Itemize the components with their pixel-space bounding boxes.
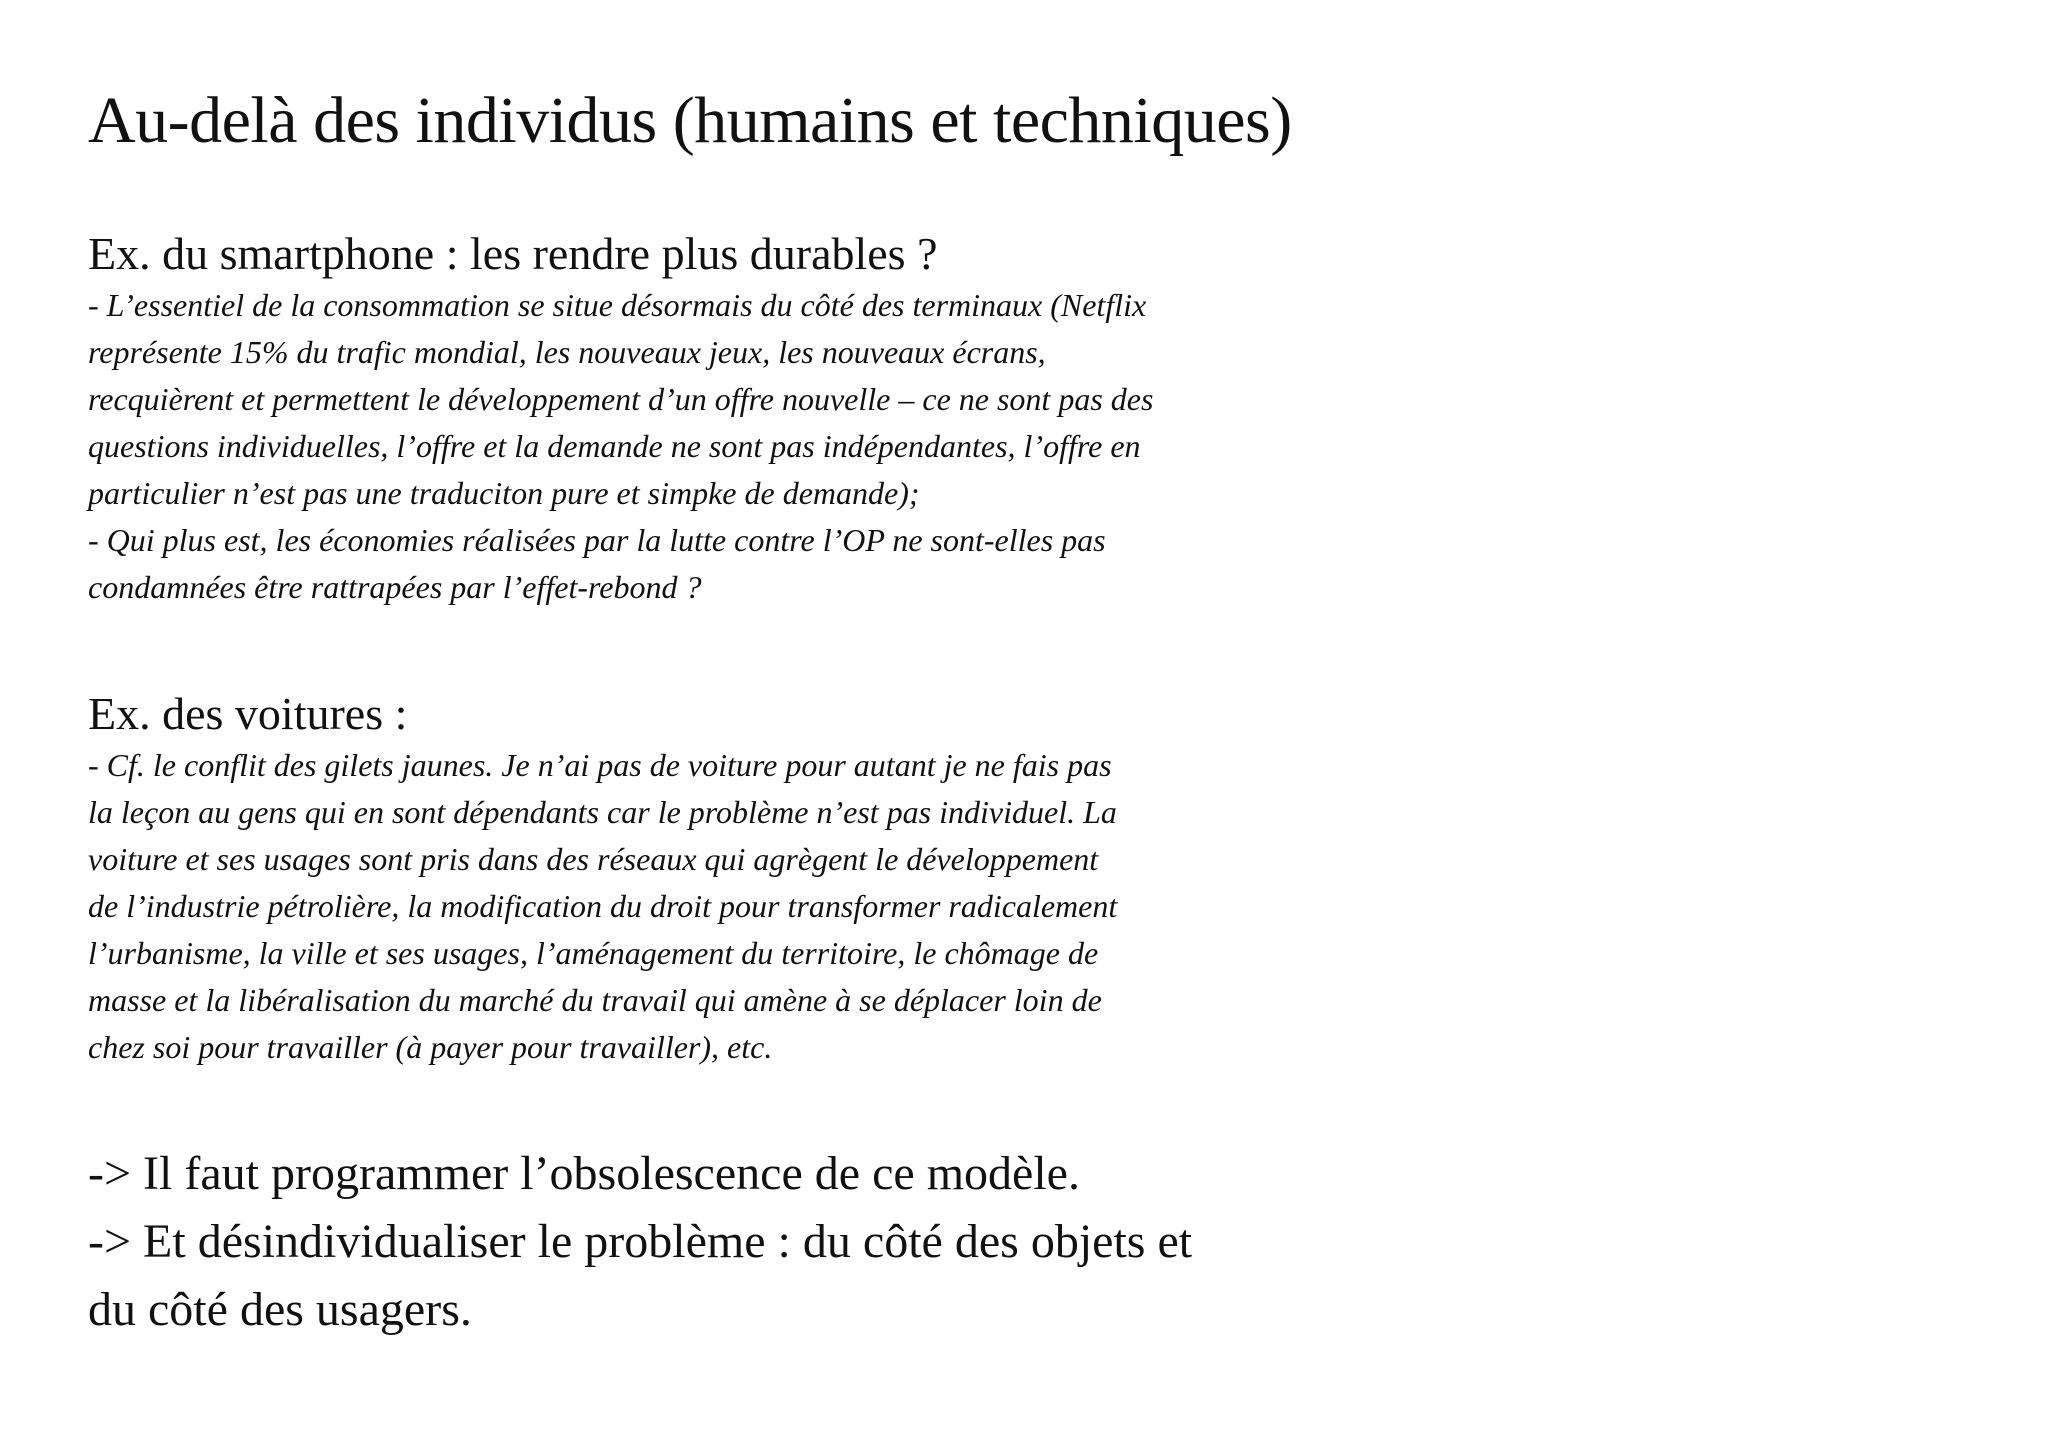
- page-title: Au-delà des individus (humains et techniques): [88, 84, 1292, 157]
- smartphone-line: - Qui plus est, les économies réalisées par la lutte contre l’OP ne sont-elles pas: [88, 522, 1106, 558]
- smartphone-line: représente 15% du trafic mondial, les nouveaux jeux, les nouveaux écrans,: [88, 334, 1046, 370]
- conclusion-line: -> Et désindividualiser le problème : du côté des objets et: [88, 1215, 1193, 1268]
- cars-line: voiture et ses usages sont pris dans des réseaux qui agrègent le développement: [88, 841, 1099, 877]
- smartphone-line: condamnées être rattrapées par l’effet-rebond ?: [88, 569, 702, 605]
- cars-line: masse et la libéralisation du marché du travail qui amène à se déplacer loin de: [88, 982, 1102, 1018]
- smartphone-section: [88, 226, 1388, 611]
- cars-paragraph: [88, 742, 1388, 1071]
- cars-line: la leçon au gens qui en sont dépendants car le problème n’est pas individuel. La: [88, 794, 1117, 830]
- conclusion: [88, 1140, 1192, 1344]
- smartphone-paragraph: [88, 282, 1388, 611]
- smartphone-line: particulier n’est pas une traduciton pure et simpke de demande);: [88, 475, 920, 511]
- smartphone-line: - L’essentiel de la consommation se situe désormais du côté des terminaux (Netflix: [88, 287, 1147, 323]
- cars-line: de l’industrie pétrolière, la modification du droit pour transformer radicalement: [88, 888, 1118, 924]
- cars-heading: Ex. des voitures :: [88, 688, 408, 739]
- smartphone-heading: Ex. du smartphone : les rendre plus durables ?: [88, 228, 938, 279]
- smartphone-line: questions individuelles, l’offre et la demande ne sont pas indépendantes, l’offre en: [88, 428, 1141, 464]
- cars-line: - Cf. le conflit des gilets jaunes. Je n’ai pas de voiture pour autant je ne fais pas: [88, 747, 1112, 783]
- smartphone-line: recquièrent et permettent le développement d’un offre nouvelle – ce ne sont pas des: [88, 381, 1154, 417]
- cars-line: l’urbanisme, la ville et ses usages, l’aménagement du territoire, le chômage de: [88, 935, 1099, 971]
- conclusion-line: -> Il faut programmer l’obsolescence de ce modèle.: [88, 1147, 1080, 1200]
- cars-line: chez soi pour travailler (à payer pour travailler), etc.: [88, 1029, 773, 1065]
- cars-section: [88, 686, 1388, 1071]
- conclusion-line: du côté des usagers.: [88, 1283, 472, 1336]
